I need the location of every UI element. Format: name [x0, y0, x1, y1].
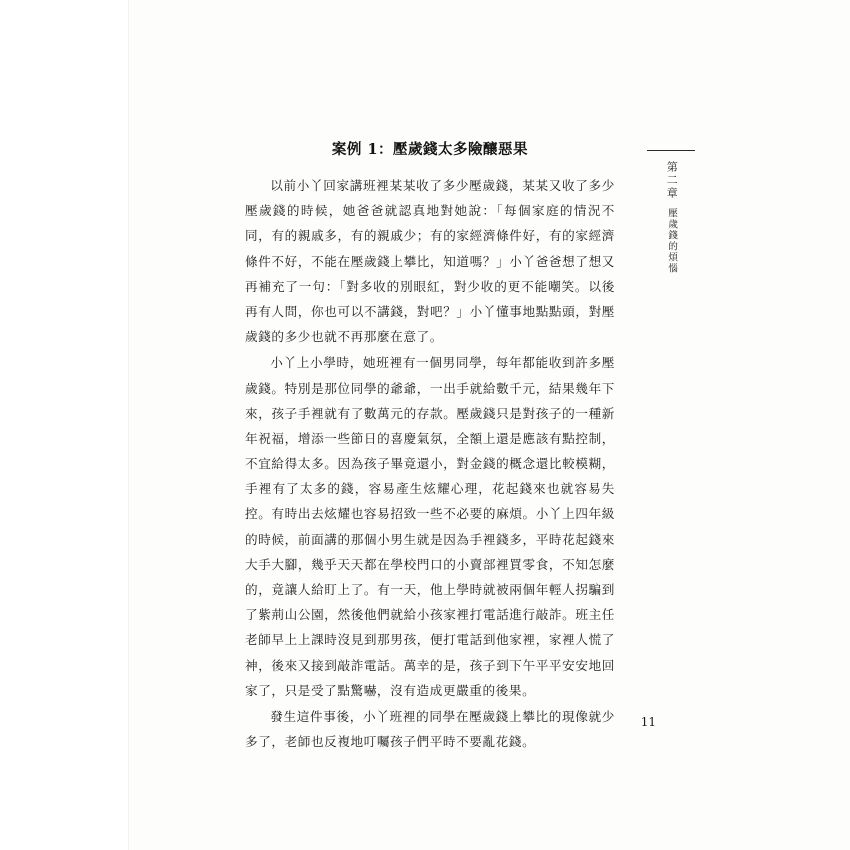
- body-paragraph-2: 小丫上小學時，她班裡有一個男同學，每年都能收到許多壓歲錢。特別是那位同學的爺爺，一出手就給數千元，結果幾年下來，孩子手裡就有了數萬元的存款。壓歲錢只是對孩子的一種新年祝福，增添一些節日的喜慶氣氛，全額上還是應該有點控制，不宜給得太多。因為孩子畢竟還小，對金錢的概念還比較模糊，手裡有了太多的錢，容易產生炫耀心理，花起錢來也就容易失控。有時出去炫耀也容易招致一些不必要的麻煩。小丫上四年級的時候，前面講的那個小男生就是因為手裡錢多，平時花起錢來大手大腳，幾乎天天都在學校門口的小賣部裡買零食，不知怎麼的，竟讓人給盯上了。有一天，他上學時就被兩個年輕人拐騙到了紫荊山公園，然後他們就給小孩家裡打電話進行敲詐。班主任老師早上上課時沒見到那男孩，便打電話到他家裡，家裡人慌了神，後來又接到敲詐電話。萬幸的是，孩子到下午平平安安地回家了，只是受了點驚嚇，沒有造成更嚴重的後果。: [245, 355, 615, 698]
- divider: [647, 150, 695, 151]
- body-paragraph-1: 以前小丫回家講班裡某某收了多少壓歲錢，某某又收了多少壓歲錢的時候，她爸爸就認真地對她說：「每個家庭的情況不同，有的親戚多，有的親戚少；有的家經濟條件好，有的家經濟條件不好，不能在壓歲錢上攀比，知道嗎？」小丫爸爸想了想又再補充了一句：「對多收的別眼紅，對少收的更不能嘲笑。以後再有人問，你也可以不講錢，對吧？」小丫懂事地點點頭，對壓歲錢的多少也就不再那麼在意了。: [245, 178, 615, 345]
- chapter-subtitle: 壓歲錢的煩惱: [666, 208, 678, 274]
- body-paragraph-3: 發生這件事後，小丫班裡的同學在壓歲錢上攀比的現像就少多了，老師也反複地叮囑孩子們平時不要亂花錢。: [245, 708, 615, 750]
- left-margin: [0, 0, 129, 850]
- chapter-label: 第二章: [665, 161, 679, 200]
- page-content: [245, 138, 615, 755]
- chapter-running-head: [660, 150, 682, 278]
- page-number: 11: [640, 715, 656, 729]
- page-title: 案例 1：壓歲錢太多險釀惡果: [331, 141, 529, 158]
